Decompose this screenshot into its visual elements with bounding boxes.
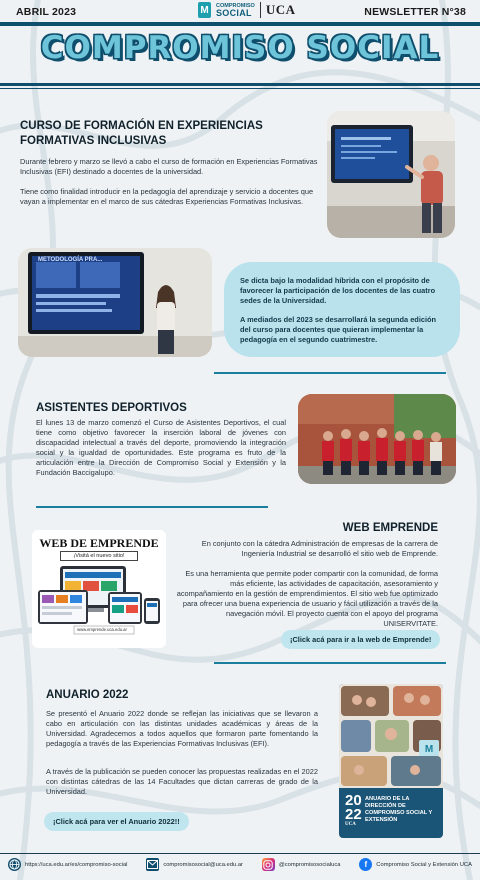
title-rule-thin <box>0 88 480 89</box>
promo-subtitle: ¡Visitá el nuevo sitio! <box>60 551 138 561</box>
section-divider-1 <box>214 372 446 374</box>
curso-highlight-bubble <box>224 262 460 357</box>
emprende-paragraph-1: En conjunto con la cátedra Administración de empresas de la carrera de Ingeniería Industrial se desarrolló el sitio web de Emprende. <box>201 539 438 558</box>
asistentes-heading: ASISTENTES DEPORTIVOS <box>36 402 187 414</box>
footer-instagram[interactable] <box>262 858 341 871</box>
asistentes-group-photo <box>298 394 456 484</box>
footer-facebook-text: Compromiso Social y Extensión UCA <box>376 861 472 868</box>
instagram-icon <box>262 858 275 871</box>
cover-uca: UCA <box>345 822 356 827</box>
compromiso-social-logo <box>198 2 295 18</box>
logo-divider <box>260 2 261 18</box>
footer-website-text: https://uca.edu.ar/es/compromiso-social <box>25 861 128 868</box>
issue-number: NEWSLETTER N°38 <box>364 6 466 18</box>
logo-line2: SOCIAL <box>216 8 252 18</box>
footer-instagram-text: @compromisosocialuca <box>278 861 341 868</box>
emprende-cta-button[interactable]: ¡Click acá para ir a la web de Emprende! <box>281 630 440 649</box>
cover-collage <box>339 684 443 788</box>
promo-url: www.emprende.uca.edu.ar <box>77 627 127 632</box>
emprende-promo-card[interactable] <box>32 530 166 648</box>
footer-website[interactable] <box>8 858 127 871</box>
bubble-paragraph-2: A mediados del 2023 se desarrollará la segunda edición del curso para docentes que quieran implementar la pedagogía en el segundo cuatrimestre. <box>240 315 437 344</box>
curso-photo-classroom <box>18 248 212 357</box>
curso-heading: CURSO DE FORMACIÓN EN EXPERIENCIAS FORMATIVAS INCLUSIVAS <box>20 120 263 147</box>
cover-year-bottom: 22 <box>345 806 362 823</box>
curso-paragraph-2: Tiene como finalidad introducir en la pedagogía del aprendizaje y servicio a docentes que vayan a implementar en el marco de sus cátedras Experiencias Formativas Inclusivas. <box>20 187 314 206</box>
newsletter-title: COMPROMISO SOCIAL <box>40 30 440 66</box>
footer-email[interactable] <box>146 858 243 871</box>
mail-icon <box>146 858 159 871</box>
facebook-icon: f <box>359 858 372 871</box>
curso-photo-presenter <box>327 111 455 238</box>
cover-year-top: 20 <box>345 792 362 809</box>
logo-mark-icon: M <box>198 2 211 18</box>
header-rule <box>0 22 480 26</box>
anuario-heading: ANUARIO 2022 <box>46 689 129 701</box>
curso-paragraph-1: Durante febrero y marzo se llevó a cabo el curso de formación en Experiencias Formativas Inclusivas (EFI) destinado a docentes de la universidad. <box>20 157 318 176</box>
screen-caption: METODOLOGÍA PRA... <box>38 257 103 263</box>
section-divider-3 <box>214 662 446 664</box>
uca-logo-text: UCA <box>265 2 296 17</box>
asistentes-paragraph: El lunes 13 de marzo comenzó el Curso de Asistentes Deportivos, el cual tiene como objetivo favorecer la inserción laboral de jóvenes con discapacidad intelectual a través del deporte, promoviendo la integración social y la igualdad de oportunidades. Este programa es fruto de la articulación entre la Dirección de Compromiso Social y Extensión y la Fundación Baccigalupo. <box>36 418 286 477</box>
anuario-cover[interactable] <box>339 684 443 838</box>
emprende-heading: WEB EMPRENDE <box>342 522 438 534</box>
footer-email-text: compromisosocial@uca.edu.ar <box>163 861 243 868</box>
issue-month: ABRIL 2023 <box>16 6 77 18</box>
globe-icon <box>8 858 21 871</box>
title-rule <box>0 83 480 86</box>
logo-line1: COMPROMISO <box>216 3 255 9</box>
cover-title: ANUARIO DE LA DIRECCIÓN DE COMPROMISO SOCIAL Y EXTENSIÓN <box>365 796 433 823</box>
svg-text:M: M <box>424 744 434 755</box>
footer <box>8 858 472 871</box>
emprende-paragraph-2: Es una herramienta que permite poder compartir con la comunidad, de forma más eficiente, las actividades de capacitación, asesoramiento y acompañamiento en la gestión de emprendimientos. El sitio web fue optimizado para ofrecer una buena experiencia de usuario y fácil utilización a través de la navegación móvil. El proyecto cuenta con el apoyo del programa UNISERVITATE. <box>176 569 438 628</box>
anuario-paragraph-2: A través de la publicación se pueden conocer las propuestas realizadas en el 2022 con distintas cátedras de las 14 Facultades que dictan carreras de grado de la Universidad. <box>46 767 318 796</box>
footer-facebook[interactable] <box>359 858 472 871</box>
logo-wordmark <box>216 3 255 17</box>
footer-rule <box>0 853 480 854</box>
anuario-cta-button[interactable]: ¡Click acá para ver el Anuario 2022!! <box>44 812 189 831</box>
section-divider-2 <box>36 506 268 508</box>
bubble-paragraph-1: Se dicta bajo la modalidad híbrida con el propósito de favorecer la participación de los docentes de las cuatro sedes de la Universidad. <box>240 276 436 305</box>
promo-title: WEB DE EMPRENDE <box>39 536 159 550</box>
anuario-paragraph-1: Se presentó el Anuario 2022 donde se reflejan las iniciativas que se llevaron a cabo en articulación con las distintas unidades académicas y áreas de la Universidad. Agradecemos a todos aquellos que formaron parte fomentando la pedagogía a través de las Experiencias Formativas Inclusivas (EFI). <box>46 709 318 748</box>
